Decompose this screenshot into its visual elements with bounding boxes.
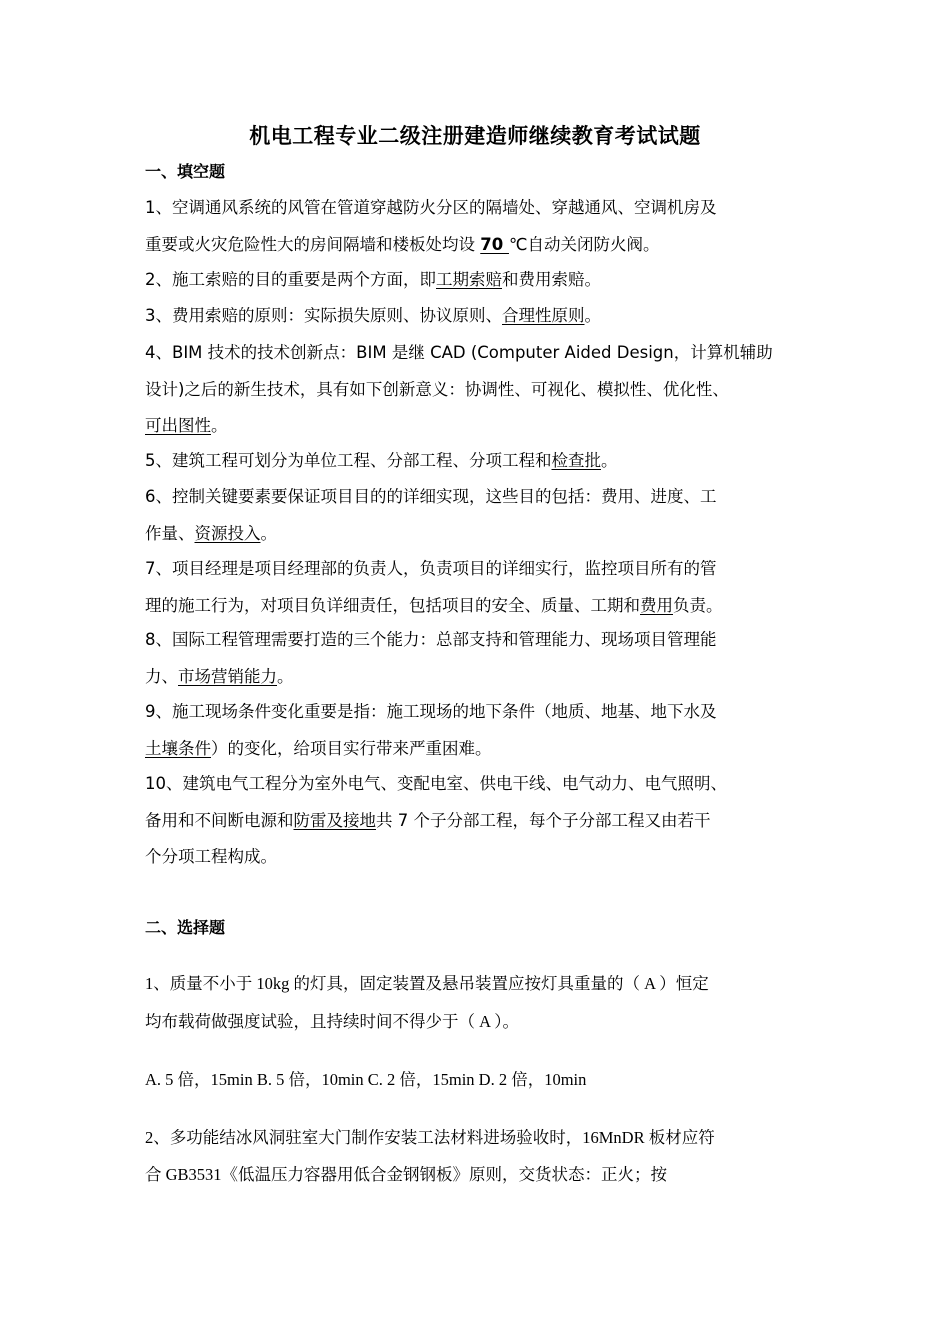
text-line: 4、BIM 技术的技术创新点：BIM 是继 CAD (Computer Aided Design，计算机辅助 [145,343,773,362]
text-line: 设计)之后的新生技术，具有如下创新意义：协调性、可视化、模拟性、优化性、 [145,380,729,399]
text-line: 6、控制关键要素要保证项目目的的详细实现，这些目的包括：费用、进度、工 [145,487,717,506]
text-line: 备用和不间断电源和防雷及接地共 7 个子分部工程，每个子分部工程又由若干 [145,811,711,830]
answer-blank: 可出图性 [145,416,211,435]
answer-blank: 70 [480,235,509,254]
text-line: 7、项目经理是项目经理部的负责人，负责项目的详细实行，监控项目所有的管 [145,559,717,578]
question-line: 均布载荷做强度试验，且持续时间不得少于（ A ）。 [145,1012,520,1031]
answer-blank: 费用 [640,596,673,615]
answer-blank: 资源投入 [194,524,261,543]
text-line: 理的施工行为，对项目负详细责任，包括项目的安全、质量、工期和费用负责。 [145,596,723,615]
text-line: 5、建筑工程可划分为单位工程、分部工程、分项工程和检查批。 [145,451,618,470]
text-line: 个分项工程构成。 [145,847,277,866]
section-heading-fill-in: 一、填空题 [145,162,226,181]
answer-blank: 防雷及接地 [293,811,376,830]
question-line: 合 GB3531《低温压力容器用低合金钢钢板》原则，交货状态：正火；按 [145,1165,668,1184]
text-line: 土壤条件）的变化，给项目实行带来严重困难。 [145,739,492,758]
text-line: 9、施工现场条件变化重要是指：施工现场的地下条件（地质、地基、地下水及 [145,702,717,721]
text-line: 8、国际工程管理需要打造的三个能力：总部支持和管理能力、现场项目管理能 [145,630,717,649]
text-line: 力、市场营销能力。 [145,667,294,686]
answer-options: A. 5 倍，15min B. 5 倍，10min C. 2 倍，15min D. 2 倍，10min [145,1070,587,1089]
answer-blank: 合理性原则 [502,306,585,325]
answer-blank: 市场营销能力 [178,667,277,686]
text-line: 重要或火灾危险性大的房间隔墙和楼板处均设 70 ℃自动关闭防火阀。 [145,235,660,254]
answer-blank: 工期索赔 [436,270,502,289]
text-line: 作量、资源投入。 [145,524,277,543]
question-line: 1、质量不小于 10kg 的灯具，固定装置及悬吊装置应按灯具重量的（ A ）恒定 [145,974,709,993]
text-line: 2、施工索赔的目的重要是两个方面，即工期索赔和费用索赔。 [145,270,601,289]
page-title: 机电工程专业二级注册建造师继续教育考试试题 [249,124,701,148]
answer-blank: 检查批 [551,451,601,470]
question-line: 2、多功能结冰风洞驻室大门制作安装工法材料进场验收时，16MnDR 板材应符 [145,1128,715,1147]
text-line: 1、空调通风系统的风管在管道穿越防火分区的隔墙处、穿越通风、空调机房及 [145,198,717,217]
answer-blank: 土壤条件 [145,739,211,758]
text-line: 3、费用索赔的原则：实际损失原则、协议原则、合理性原则。 [145,306,601,325]
section-heading-multiple-choice: 二、选择题 [145,918,226,937]
text-line: 可出图性。 [145,416,228,435]
text-line: 10、建筑电气工程分为室外电气、变配电室、供电干线、电气动力、电气照明、 [145,774,727,793]
